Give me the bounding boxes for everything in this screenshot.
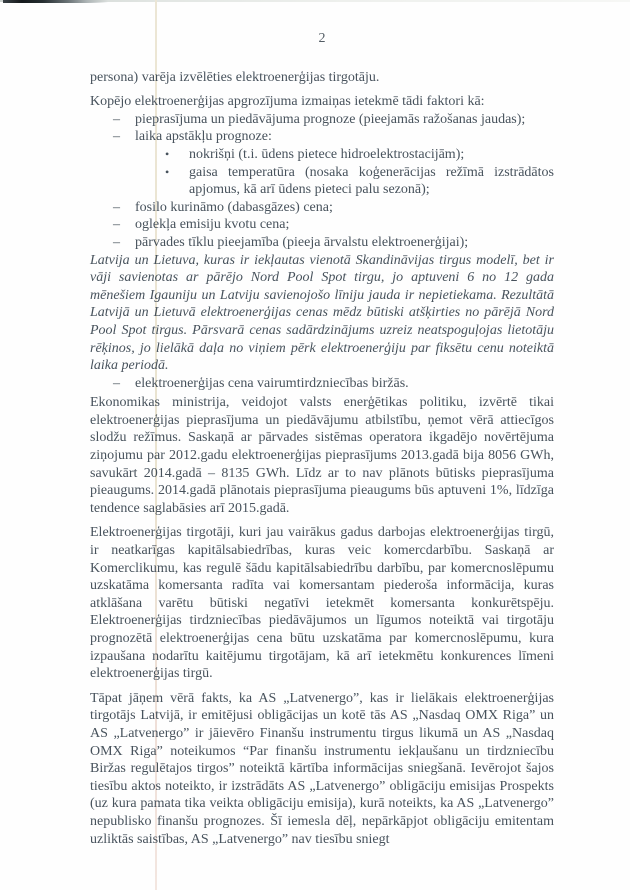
dash-marker: – <box>113 199 120 215</box>
bullet-marker: • <box>165 164 170 179</box>
demand-forecast-paragraph: Ekonomikas ministrija, veidojot valsts enerģētikas politiku, izvērtē tikai elektroenerģijas pieprasījuma un piedāvājumu atbilstību, ņemot vērā attiecīgos slodžu režīmus. Saskaņā ar pārvades sistēmas operatora ikgadējo novērtējuma ziņojumu par 2012.gadu elektroenerģijas pieprasījums 2013.gadā bija 8056 GWh, savukārt 2014.gadā – 8135 GWh. Līdz ar to nav plānots būtisks pieprasījuma pieaugums. 2014.gadā plānotais pieprasījuma pieaugums būs aptuveni 1%, līdzīga tendence saglabāsies arī 2015.gadā. <box>90 395 554 516</box>
list-item-text: laika apstākļu prognoze: <box>135 129 272 145</box>
nord-pool-note-paragraph: Latvija un Lietuva, kuras ir iekļautas vienotā Skandināvijas tirgus modelī, bet ir vāji savienotas ar pārējo Nord Pool Spot tirgu, jo aptuveni 6 no 12 gada mēnešiem Igauniju un Latviju savienojošo līniju jauda ir nepietiekama. Rezultātā Latvijā un Lietuvā elektroenerģijas cenas mēdz būtiski atšķirties no pārējā Nord Pool Spot tirgus. Pārsvarā cenas sadārdzinājums uzreiz neatspoguļojas lietotāju rēķinos, jo lielākā daļa no viņiem pērk elektroenerģiju par fiksētu cenu noteiktā laika periodā. <box>90 252 554 374</box>
list-subitem <box>90 164 554 199</box>
list-item <box>90 199 554 217</box>
dash-marker: – <box>113 217 120 233</box>
list-subitem-text: gaisa temperatūra (nosaka koģenerācijas režīmā izstrādātos apjomus, kā arī ūdens pieteci palu sezonā); <box>189 164 554 198</box>
list-item-text: pieprasījuma un piedāvājuma prognoze (pieejamās ražošanas jaudas); <box>135 111 526 127</box>
list-item-text: oglekļa emisiju kvotu cena; <box>135 217 290 233</box>
list-item-text: pārvades tīklu pieejamība (pieeja ārvalstu elektroenerģijai); <box>135 234 469 250</box>
latvenergo-bonds-paragraph: Tāpat jāņem vērā fakts, ka AS „Latvenergo”, kas ir lielākais elektroenerģijas tirgotājs Latvijā, ir emitējusi obligācijas un kotē tās AS „Nasdaq OMX Riga” un AS „Latvenergo” ir jāievēro Finanšu instrumentu tirgus likumā un AS „Nasdaq OMX Riga” noteikumos “Par finanšu instrumentu iekļaušanu un tirdzniecību Biržas regulētajos tirgos” noteiktā kārtība informācijas sniegšanā. Ievērojot šajos tiesību aktos noteikto, ir izstrādāts AS „Latvenergo” obligāciju emisijas Prospekts (uz kura pamata tika veikta obligāciju emisija), kurā noteikts, ka AS „Latvenergo” nepublisko finanšu prognozes. Šī iemesla dēļ, nepārkāpjot obligāciju emitentam uzliktās saistības, AS „Latvenergo” nav tiesību sniegt <box>90 690 554 847</box>
scan-dark-bar-artifact <box>3 0 108 3</box>
list-item <box>90 234 554 252</box>
page-content <box>90 30 554 848</box>
list-item <box>90 375 554 393</box>
list-item <box>90 128 554 146</box>
list-item <box>90 111 554 129</box>
factors-heading: Kopējo elektroenerģijas apgrozījuma izmaiņas ietekmē tādi faktori kā: <box>90 94 485 110</box>
list-item-text: fosilo kurināmo (dabasgāzes) cena; <box>135 199 333 215</box>
page-number: 2 <box>318 31 326 46</box>
factors-list <box>90 111 554 252</box>
list-item <box>90 216 554 234</box>
intro-paragraph: persona) varēja izvēlēties elektroenerģijas tirgotāju. <box>90 69 380 85</box>
list-item-text: elektroenerģijas cena vairumtirdzniecības biržās. <box>135 375 409 391</box>
dash-marker: – <box>113 234 120 250</box>
dash-marker: – <box>113 129 120 145</box>
dash-marker: – <box>113 375 120 391</box>
list-subitem-text: nokrišņi (t.i. ūdens pietece hidroelektrostacijām); <box>189 146 465 162</box>
bullet-marker: • <box>165 146 170 161</box>
dash-marker: – <box>113 111 120 127</box>
traders-trade-secret-paragraph: Elektroenerģijas tirgotāji, kuri jau vairākus gadus darbojas elektroenerģijas tirgū, ir neatkarīgas kapitālsabiedrības, kuras veic komercdarbību. Saskaņā ar Komerclikumu, kas regulē šādu kapitālsabiedrību darbību, par komercnoslēpumu uzskatāma komersanta radīta vai komersantam piederoša informācija, kuras atklāšana varētu būtiski negatīvi ietekmēt komersanta konkurētspēju. Elektroenerģijas tirdzniecības piedāvājumos un līgumos noteiktā vai tirgotāju prognozētā elektroenerģijas cena būtu uzskatāma par komercnoslēpumu, kura izpaušana nodarītu kaitējumu tirgotājam, kā arī ietekmētu konkurences līmeni elektroenerģijas tirgū. <box>90 525 554 682</box>
list-subitem <box>90 146 554 164</box>
